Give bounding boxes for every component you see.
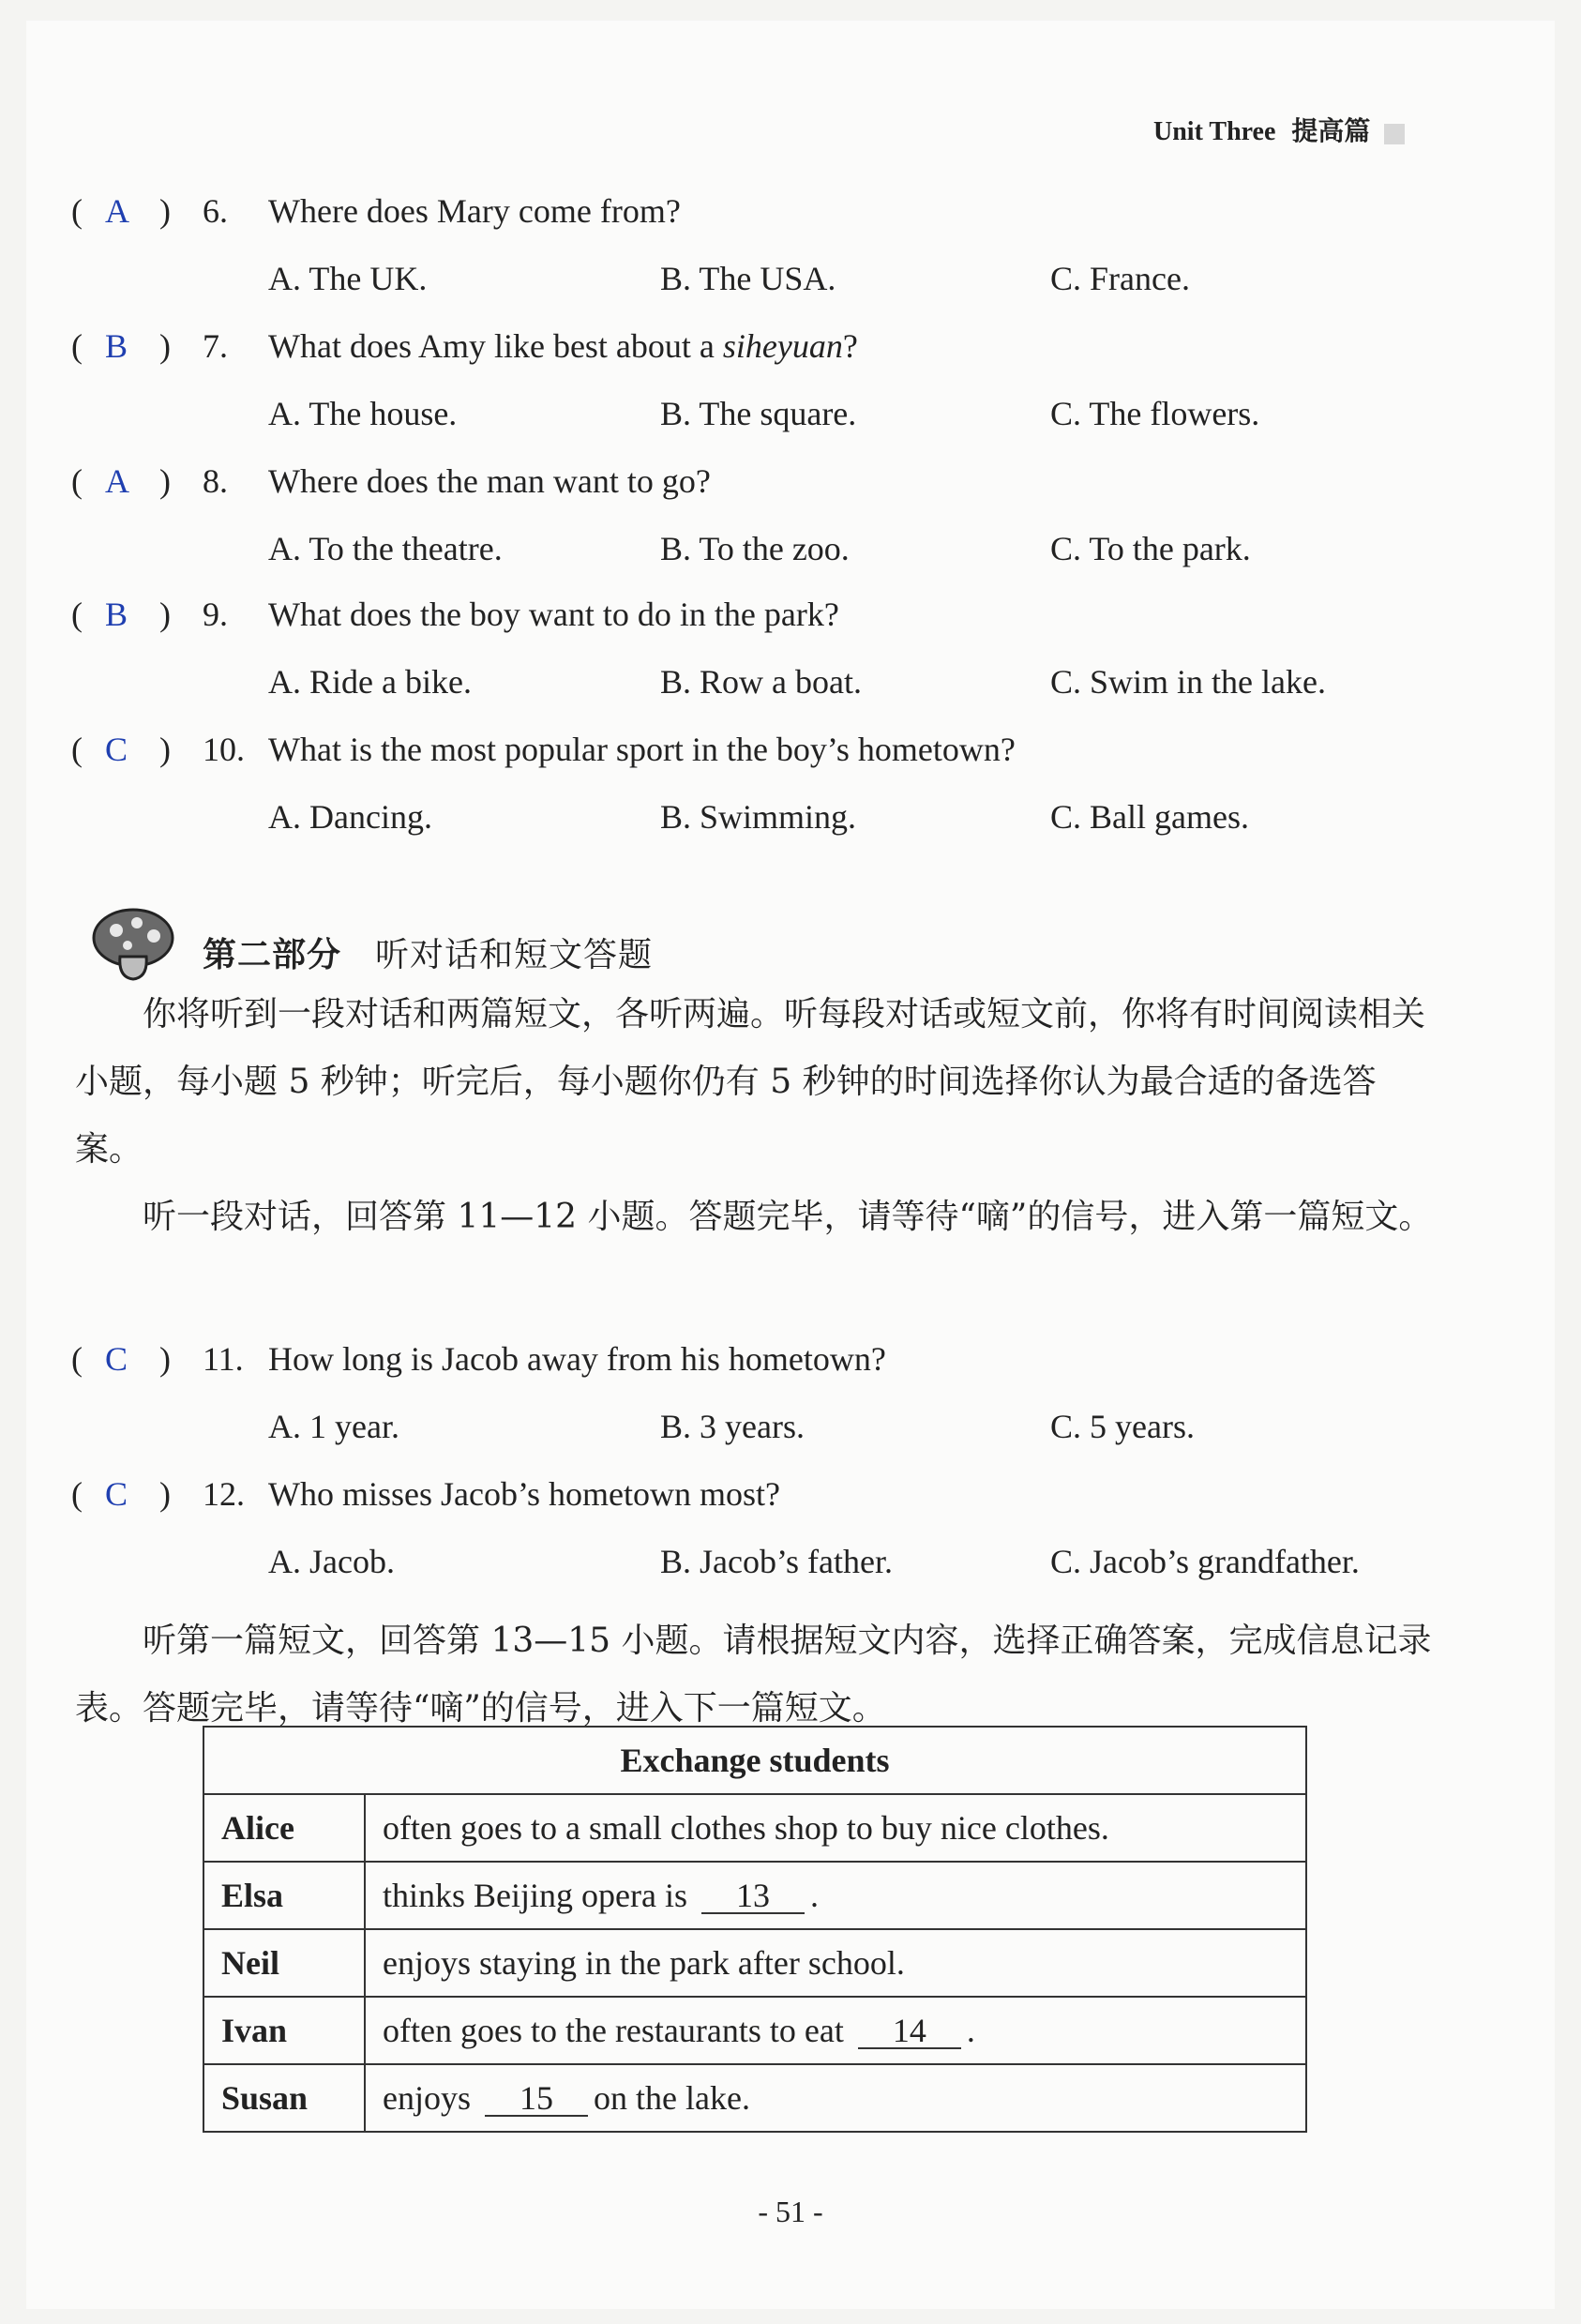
paren-right: ) (159, 596, 171, 633)
paren-left: ( (71, 1475, 83, 1513)
table-row (203, 1997, 1306, 2064)
paren-left: ( (71, 731, 83, 768)
option-c: C. To the park. (1050, 530, 1251, 567)
row-text: thinks Beijing opera is (383, 1877, 687, 1914)
answer-mark: B (105, 596, 128, 633)
student-name: Neil (203, 1929, 365, 1997)
paren-left: ( (71, 327, 83, 365)
level-label: 提高篇 (1291, 115, 1371, 146)
unit-label: Unit Three (1153, 117, 1276, 146)
paren-left: ( (71, 596, 83, 633)
question-row (0, 326, 1581, 383)
question-number: 7. (203, 327, 228, 365)
question-number: 9. (203, 596, 228, 633)
question-row (0, 730, 1581, 786)
table-row (203, 1862, 1306, 1929)
student-info (365, 2064, 1306, 2132)
instruction-dialogue: 听一段对话，回答第 11—12 小题。答题完毕，请等待“嘀”的信号，进入第一篇短文。 (143, 1198, 1433, 1236)
option-a: A. Dancing. (268, 798, 432, 836)
paren-right: ) (159, 192, 171, 230)
option-c: C. Swim in the lake. (1050, 663, 1326, 701)
option-b: B. 3 years. (660, 1408, 805, 1445)
table-row (203, 1929, 1306, 1997)
option-a: A. Ride a bike. (268, 663, 472, 701)
answer-mark: B (105, 327, 128, 365)
question-text: Where does Mary come from? (268, 192, 681, 230)
paren-right: ) (159, 1475, 171, 1513)
question-number: 8. (203, 462, 228, 500)
exchange-students-table (203, 1726, 1307, 2133)
question-number: 12. (203, 1475, 245, 1513)
question-number: 10. (203, 731, 245, 768)
row-text-after: . (809, 1877, 819, 1914)
instruction-passage: 听第一篇短文，回答第 13—15 小题。请根据短文内容，选择正确答案，完成信息记录表。答题完毕，请等待“嘀”的信号，进入下一篇短文。 (75, 1622, 1432, 1728)
option-a: A. The UK. (268, 260, 428, 297)
table-title: Exchange students (203, 1727, 1306, 1794)
student-name: Alice (203, 1794, 365, 1862)
paren-right: ) (159, 462, 171, 500)
section-title (203, 928, 653, 976)
paren-right: ) (159, 1340, 171, 1378)
option-a: A. 1 year. (268, 1408, 399, 1445)
student-info (365, 1997, 1306, 2064)
question-text: What is the most popular sport in the boy’s hometown? (268, 731, 1016, 768)
question-row (0, 595, 1581, 651)
question-text: What does the boy want to do in the park? (268, 596, 839, 633)
question-row (0, 1339, 1581, 1396)
answer-mark: A (105, 462, 129, 500)
paren-left: ( (71, 1340, 83, 1378)
student-info (365, 1929, 1306, 1997)
question-row (0, 461, 1581, 518)
option-a: A. Jacob. (268, 1543, 395, 1580)
row-text-after: . (966, 2012, 975, 2049)
answer-blank: 14 (858, 2014, 961, 2049)
answer-mark: C (105, 731, 128, 768)
question-text: Who misses Jacob’s hometown most? (268, 1475, 780, 1513)
paren-left: ( (71, 462, 83, 500)
page-header (1153, 111, 1405, 148)
option-b: B. Jacob’s father. (660, 1543, 893, 1580)
question-text: What does Amy like best about a siheyuan? (268, 327, 858, 365)
option-c: C. 5 years. (1050, 1408, 1195, 1445)
paren-right: ) (159, 327, 171, 365)
row-text: enjoys (383, 2079, 471, 2117)
student-name: Susan (203, 2064, 365, 2132)
row-text: often goes to the restaurants to eat (383, 2012, 844, 2049)
section-subtitle: 听对话和短文答题 (375, 936, 654, 974)
option-c: C. France. (1050, 260, 1190, 297)
student-info (365, 1862, 1306, 1929)
student-info (365, 1794, 1306, 1862)
question-row (0, 1474, 1581, 1531)
option-a: A. To the theatre. (268, 530, 503, 567)
answer-mark: C (105, 1340, 128, 1378)
student-name: Ivan (203, 1997, 365, 2064)
answer-blank: 15 (485, 2081, 588, 2117)
answer-mark: C (105, 1475, 128, 1513)
row-text: enjoys staying in the park after school. (383, 1944, 905, 1982)
answer-blank: 13 (701, 1879, 805, 1914)
option-b: B. The square. (660, 395, 857, 432)
row-text: often goes to a small clothes shop to buy nice clothes. (383, 1809, 1109, 1847)
option-b: B. To the zoo. (660, 530, 850, 567)
option-a: A. The house. (268, 395, 458, 432)
question-text: Where does the man want to go? (268, 462, 711, 500)
option-b: B. Swimming. (660, 798, 857, 836)
option-c: C. The flowers. (1050, 395, 1260, 432)
option-c: C. Jacob’s grandfather. (1050, 1543, 1360, 1580)
section-intro: 你将听到一段对话和两篇短文，各听两遍。听每段对话或短文前，你将有时间阅读相关小题，每小题 5 秒钟；听完后，每小题你仍有 5 秒钟的时间选择你认为最合适的备选答案。 (75, 995, 1426, 1169)
answer-mark: A (105, 192, 129, 230)
question-number: 6. (203, 192, 228, 230)
paren-left: ( (71, 192, 83, 230)
header-decoration-icon (1384, 124, 1405, 144)
option-c: C. Ball games. (1050, 798, 1249, 836)
table-row (203, 2064, 1306, 2132)
paren-right: ) (159, 731, 171, 768)
row-text-after: on the lake. (594, 2079, 750, 2117)
student-name: Elsa (203, 1862, 365, 1929)
question-number: 11. (203, 1340, 244, 1378)
option-b: B. Row a boat. (660, 663, 862, 701)
question-row (0, 191, 1581, 248)
section-number: 第二部分 (203, 936, 342, 974)
question-text: How long is Jacob away from his hometown? (268, 1340, 886, 1378)
option-b: B. The USA. (660, 260, 836, 297)
mushroom-icon (90, 900, 180, 985)
page-number: - 51 - (758, 2195, 823, 2228)
table-row (203, 1794, 1306, 1862)
